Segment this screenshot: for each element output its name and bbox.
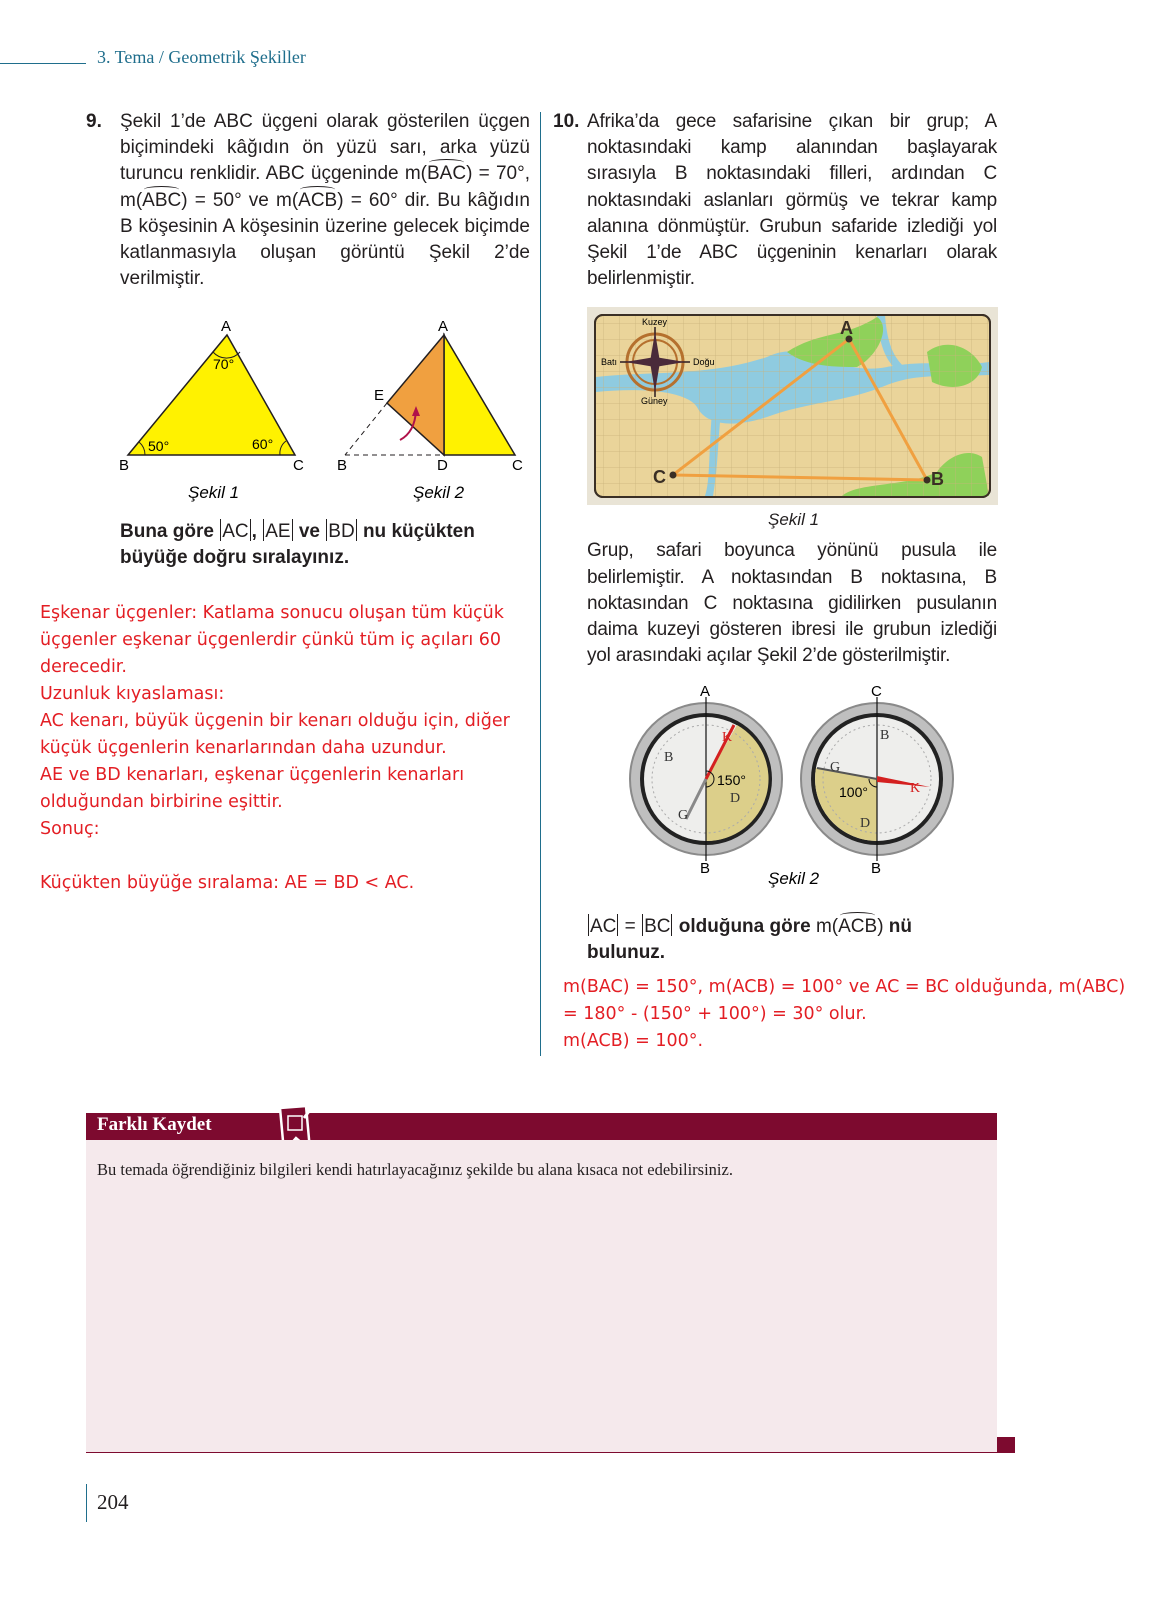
compass-left-angle: 150° [717, 772, 746, 789]
text: ve [293, 521, 326, 542]
answer-line: Uzunluk kıyaslaması: [40, 684, 225, 704]
text: , [251, 521, 263, 542]
notes-title: Farklı Kaydet [97, 1114, 212, 1135]
figure-1-triangle [119, 318, 304, 502]
text: = [619, 916, 642, 938]
question-9-answer [40, 600, 530, 897]
point-c: C [653, 467, 666, 488]
label-b: B [337, 457, 348, 474]
page-header-title: 3. Tema / Geometrik Şekiller [97, 47, 306, 67]
mark: D [860, 816, 871, 832]
question-9-text [120, 109, 530, 292]
answer-line: = 180° - (150° + 100°) = 30° olur. [563, 1004, 867, 1025]
figure-2-folded-triangle [337, 318, 523, 502]
mark: K [910, 781, 921, 797]
notes-header-bar [86, 1113, 997, 1140]
answer-line: AC kenarı, büyük üçgenin bir kenarı olduğu için, diğer küçük üçgenlerin kenarlarından daha uzundur. [40, 711, 510, 758]
header-rule [0, 63, 86, 64]
angle-acb: ACB [838, 914, 877, 940]
mark: G [830, 760, 841, 776]
answer-line: AE ve BD kenarları, eşkenar üçgenlerin kenarları olduğundan birbirine eşittir. [40, 765, 465, 812]
question-10-answer [563, 974, 1151, 1055]
angle-b-value: 50° [148, 438, 170, 454]
mark: D [730, 791, 741, 807]
text: nü bulunuz. [587, 916, 913, 964]
safari-map [587, 307, 998, 507]
angle-abc: ABC [142, 188, 181, 214]
question-9-prompt [120, 519, 540, 571]
west-label: Batı [601, 357, 618, 368]
mark: K [722, 730, 733, 746]
corner-marker [997, 1437, 1015, 1453]
question-9-number: 9. [86, 111, 102, 132]
answer-line: m(ACB) = 100°. [563, 1031, 704, 1052]
answer-line: Sonuç: [40, 819, 100, 839]
question-10-prompt [587, 914, 987, 966]
question-10-number: 10. [553, 111, 580, 132]
text: ) = 60° dir. Bu kâğıdın B köşesinin A köşesinin üzerine gelecek biçimde katlanmasıyla oluşan görüntü Şekil 2’de verilmiştir. [120, 189, 530, 290]
east-label: Doğu [693, 357, 715, 368]
label-b: B [119, 457, 130, 474]
text: Şekil 1’de ABC üçgeni olarak gösterilen üçgen biçimindeki kâğıdın ön yüzü sarı, arka yüzü turuncu renklidir. ABC üçgeninde m( [120, 111, 530, 185]
compass-caption: Şekil 2 [768, 869, 820, 889]
notes-area[interactable] [86, 1140, 997, 1453]
angle-acb: ACB [298, 188, 337, 214]
text: olduğuna göre [673, 916, 816, 938]
mark: G [678, 808, 689, 824]
q9-figures [110, 312, 540, 512]
compass-right-bottom: B [871, 860, 882, 878]
compass-left-bottom: B [700, 860, 711, 878]
label-e: E [374, 387, 385, 404]
answer-line: Eşkenar üçgenler: Katlama sonucu oluşan tüm küçük üçgenler eşkenar üçgenlerdir çünkü tüm iç açıları 60 derecedir. [40, 603, 504, 677]
page-number-rule [86, 1484, 87, 1522]
angle-c-value: 60° [252, 436, 274, 452]
figure-1-caption: Şekil 1 [188, 483, 240, 502]
compass-left [630, 683, 782, 877]
page-number: 204 [97, 1490, 129, 1514]
text: m( [815, 916, 839, 938]
mark: B [880, 728, 890, 744]
label-c: C [512, 457, 523, 474]
label-c: C [293, 457, 304, 474]
point-a: A [840, 318, 853, 339]
text: nu küçükten büyüğe doğru sıralayınız. [120, 521, 475, 568]
text: ) = 50° ve m( [181, 189, 299, 211]
question-10-text: Afrika’da gece safarisine çıkan bir grup; A noktasındaki kamp alanından başlayarak sırasıyla B noktasındaki filleri, ardından C noktasındaki aslanları görmüş ve tekrar kamp alanına dönmüştür. Grubun safaride izlediği yol Şekil 1’de ABC üçgeninin kenarları olarak belirlenmiştir. [587, 111, 997, 290]
angle-a-value: 70° [213, 356, 235, 372]
notes-instruction: Bu temada öğrendiğiniz bilgileri kendi hatırlayacağınız şekilde bu alana kısaca not edebilirsiniz. [97, 1160, 733, 1179]
label-d: D [437, 457, 448, 474]
figure-2-caption: Şekil 2 [413, 483, 465, 502]
segment-ac: AC [590, 916, 617, 938]
answer-line: m(BAC) = 150°, m(ACB) = 100° ve AC = BC olduğunda, m(ABC) [563, 977, 1126, 998]
south-label: Güney [641, 396, 668, 407]
label-a: A [438, 318, 449, 335]
label-a: A [221, 318, 232, 335]
north-label: Kuzey [642, 317, 668, 328]
compass-right-angle: 100° [839, 784, 868, 801]
text: ) = 70°, m( [120, 163, 530, 211]
mark: B [664, 750, 674, 766]
point-b: B [931, 469, 944, 490]
segment-ae: AE [265, 521, 291, 542]
segment-ac: AC [222, 521, 249, 542]
text: ) [877, 916, 884, 938]
question-10-text-2: Grup, safari boyunca yönünü pusula ile belirlemiştir. A noktasından B noktasına, B noktasından C noktasına gidilirken pusulanın daima kuzeyi gösteren ibresi ile grubun izlediği yol arasındaki açılar Şekil 2’de gösterilmiştir. [587, 540, 997, 667]
segment-bc: BC [644, 916, 671, 938]
text: Buna göre [120, 521, 220, 542]
segment-bd: BD [328, 521, 355, 542]
compass-right-top: C [871, 683, 882, 701]
angle-bac: BAC [427, 161, 466, 187]
map-caption: Şekil 1 [768, 510, 820, 530]
compass-left-top: A [700, 683, 711, 701]
column-divider [540, 112, 541, 1056]
answer-line: Küçükten büyüğe sıralama: AE = BD < AC. [40, 873, 415, 893]
compass-figures [620, 679, 960, 894]
question-10-column [563, 109, 1126, 1055]
compass-right [801, 683, 953, 877]
